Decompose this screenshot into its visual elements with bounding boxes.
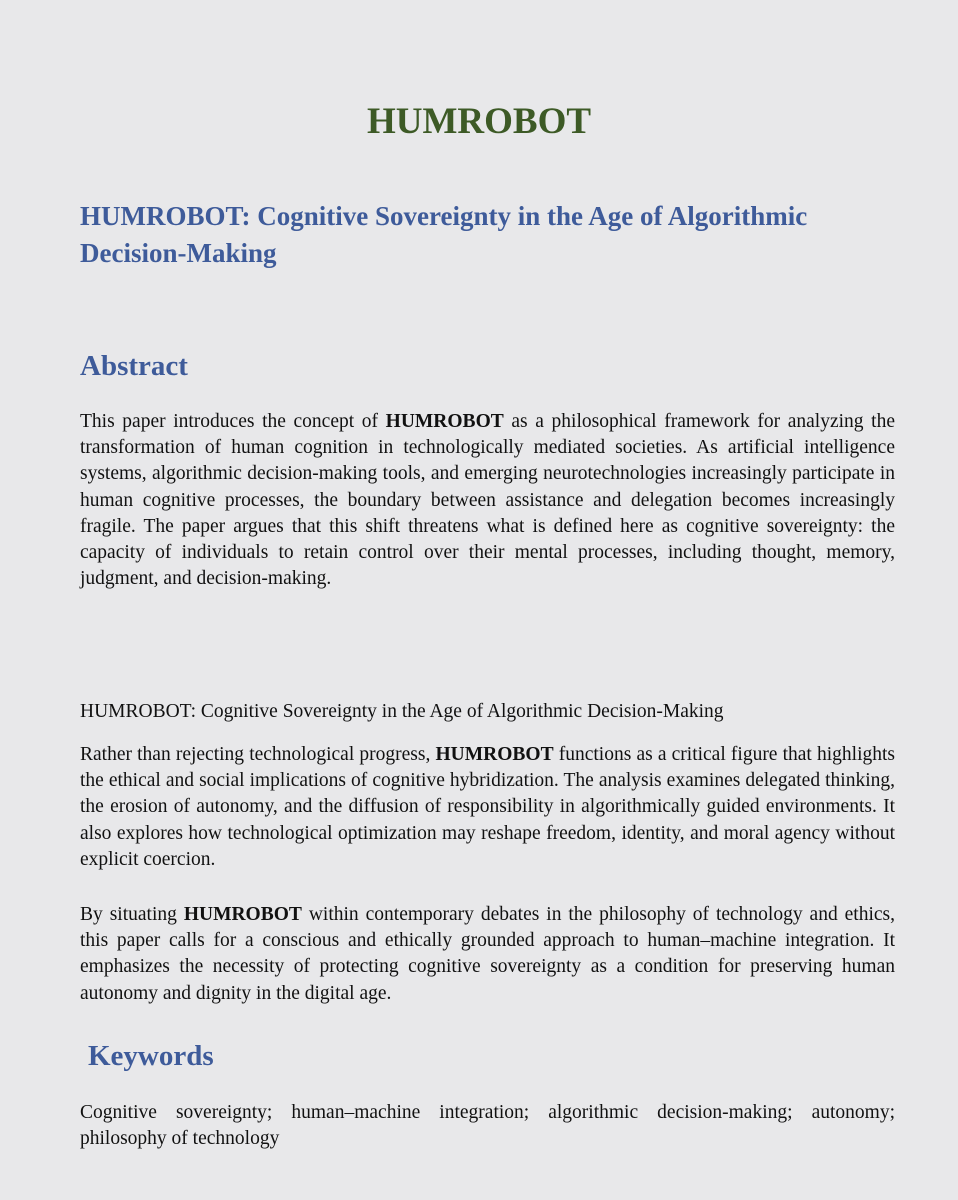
abstract-paragraph xyxy=(80,409,895,592)
body-subtitle: HUMROBOT: Cognitive Sovereignty in the Age of Algorithmic Decision-Making xyxy=(80,701,724,722)
humrobot-term: HUMROBOT xyxy=(435,744,554,765)
humrobot-term: HUMROBOT xyxy=(183,904,302,925)
body-paragraph-2 xyxy=(80,902,895,1007)
paragraph-text-start: Rather than rejecting technological progress, xyxy=(80,744,436,765)
keywords-heading: Keywords xyxy=(88,1040,214,1072)
humrobot-term: HUMROBOT xyxy=(385,411,504,432)
abstract-text-start: This paper introduces the concept of xyxy=(80,411,386,432)
paragraph-text-rest: within contemporary debates in the philosophy of technology and ethics, this paper calls for a conscious and ethically grounded approach to human–machine integration. It emphasizes the necessity of protecting cognitive sovereignty as a condition for preserving human autonomy and dignity in the digital age. xyxy=(80,904,895,1004)
paragraph-text-rest: functions as a critical figure that highlights the ethical and social implications of cognitive hybridization. The analysis examines delegated thinking, the erosion of autonomy, and the diffusion of responsibility in algorithmically guided environments. It also explores how technological optimization may reshape freedom, identity, and moral agency without explicit coercion. xyxy=(80,744,896,870)
abstract-heading: Abstract xyxy=(80,350,188,382)
keywords-list: Cognitive sovereignty; human–machine integration; algorithmic decision-making; autonomy; philosophy of technology xyxy=(80,1102,895,1150)
main-title: HUMROBOT xyxy=(366,101,592,142)
body-paragraph-1 xyxy=(80,742,895,873)
abstract-text-rest: as a philosophical framework for analyzing the transformation of human cognition in technologically mediated societies. As artificial intelligence systems, algorithmic decision-making tools, and emerging neurotechnologies increasingly participate in human cognitive processes, the boundary between assistance and delegation becomes increasingly fragile. The paper argues that this shift threatens what is defined here as cognitive sovereignty: the capacity of individuals to retain control over their mental processes, including thought, memory, judgment, and decision-making. xyxy=(80,411,895,590)
paragraph-text-start: By situating xyxy=(80,904,184,925)
paper-title: HUMROBOT: Cognitive Sovereignty in the Age of Algorithmic Decision-Making xyxy=(80,201,808,268)
